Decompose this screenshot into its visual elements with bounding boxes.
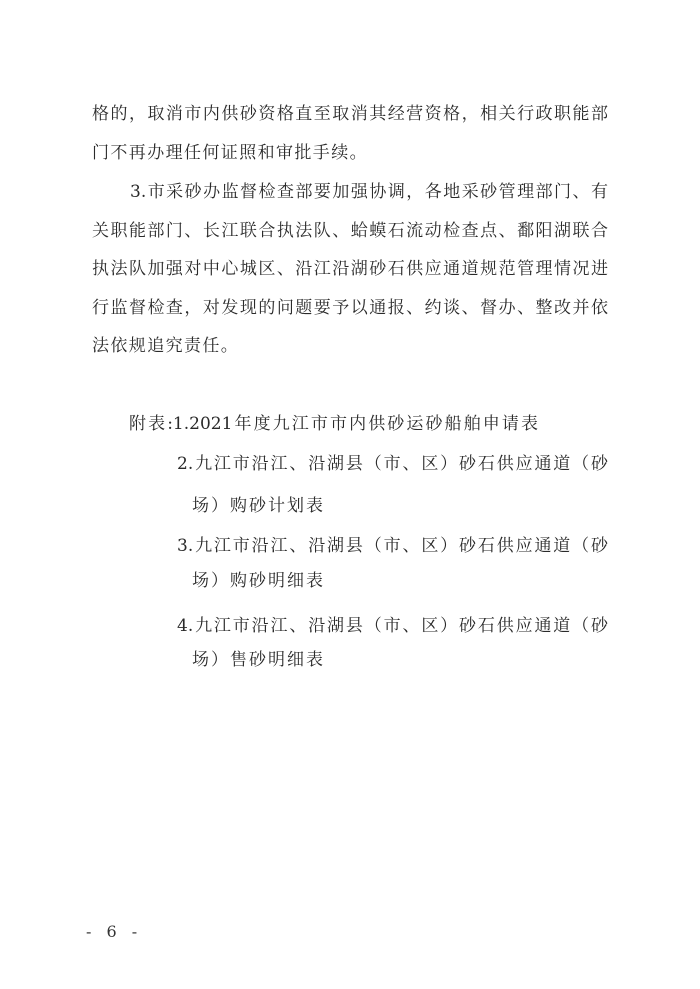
paragraph-line: 执法队加强对中心城区、沿江沿湖砂石供应通道规范管理情况进: [92, 259, 608, 279]
appendix-item: 3.九江市沿江、沿湖县（市、区）砂石供应通道（砂: [177, 536, 608, 556]
appendix-item-continued: 场）购砂计划表: [192, 496, 325, 516]
appendix-item-continued: 场）售砂明细表: [192, 650, 325, 670]
paragraph-line: 格的，取消市内供砂资格直至取消其经营资格，相关行政职能部: [92, 104, 608, 124]
page-number: - 6 -: [86, 922, 143, 941]
paragraph-line: 行监督检查，对发现的问题要予以通报、约谈、督办、整改并依: [92, 298, 608, 318]
appendix-item: 4.九江市沿江、沿湖县（市、区）砂石供应通道（砂: [177, 616, 608, 636]
paragraph-line: 门不再办理任何证照和审批手续。: [92, 143, 368, 163]
appendix-item-continued: 场）购砂明细表: [192, 571, 325, 591]
paragraph-line: 3.市采砂办监督检查部要加强协调，各地采砂管理部门、有: [130, 182, 608, 202]
appendix-item: 附表:1.2021年度九江市市内供砂运砂船舶申请表: [129, 414, 538, 434]
paragraph-line: 关职能部门、长江联合执法队、蛤蟆石流动检查点、鄱阳湖联合: [92, 221, 608, 241]
appendix-item: 2.九江市沿江、沿湖县（市、区）砂石供应通道（砂: [177, 454, 608, 474]
paragraph-line: 法依规追究责任。: [92, 336, 240, 356]
